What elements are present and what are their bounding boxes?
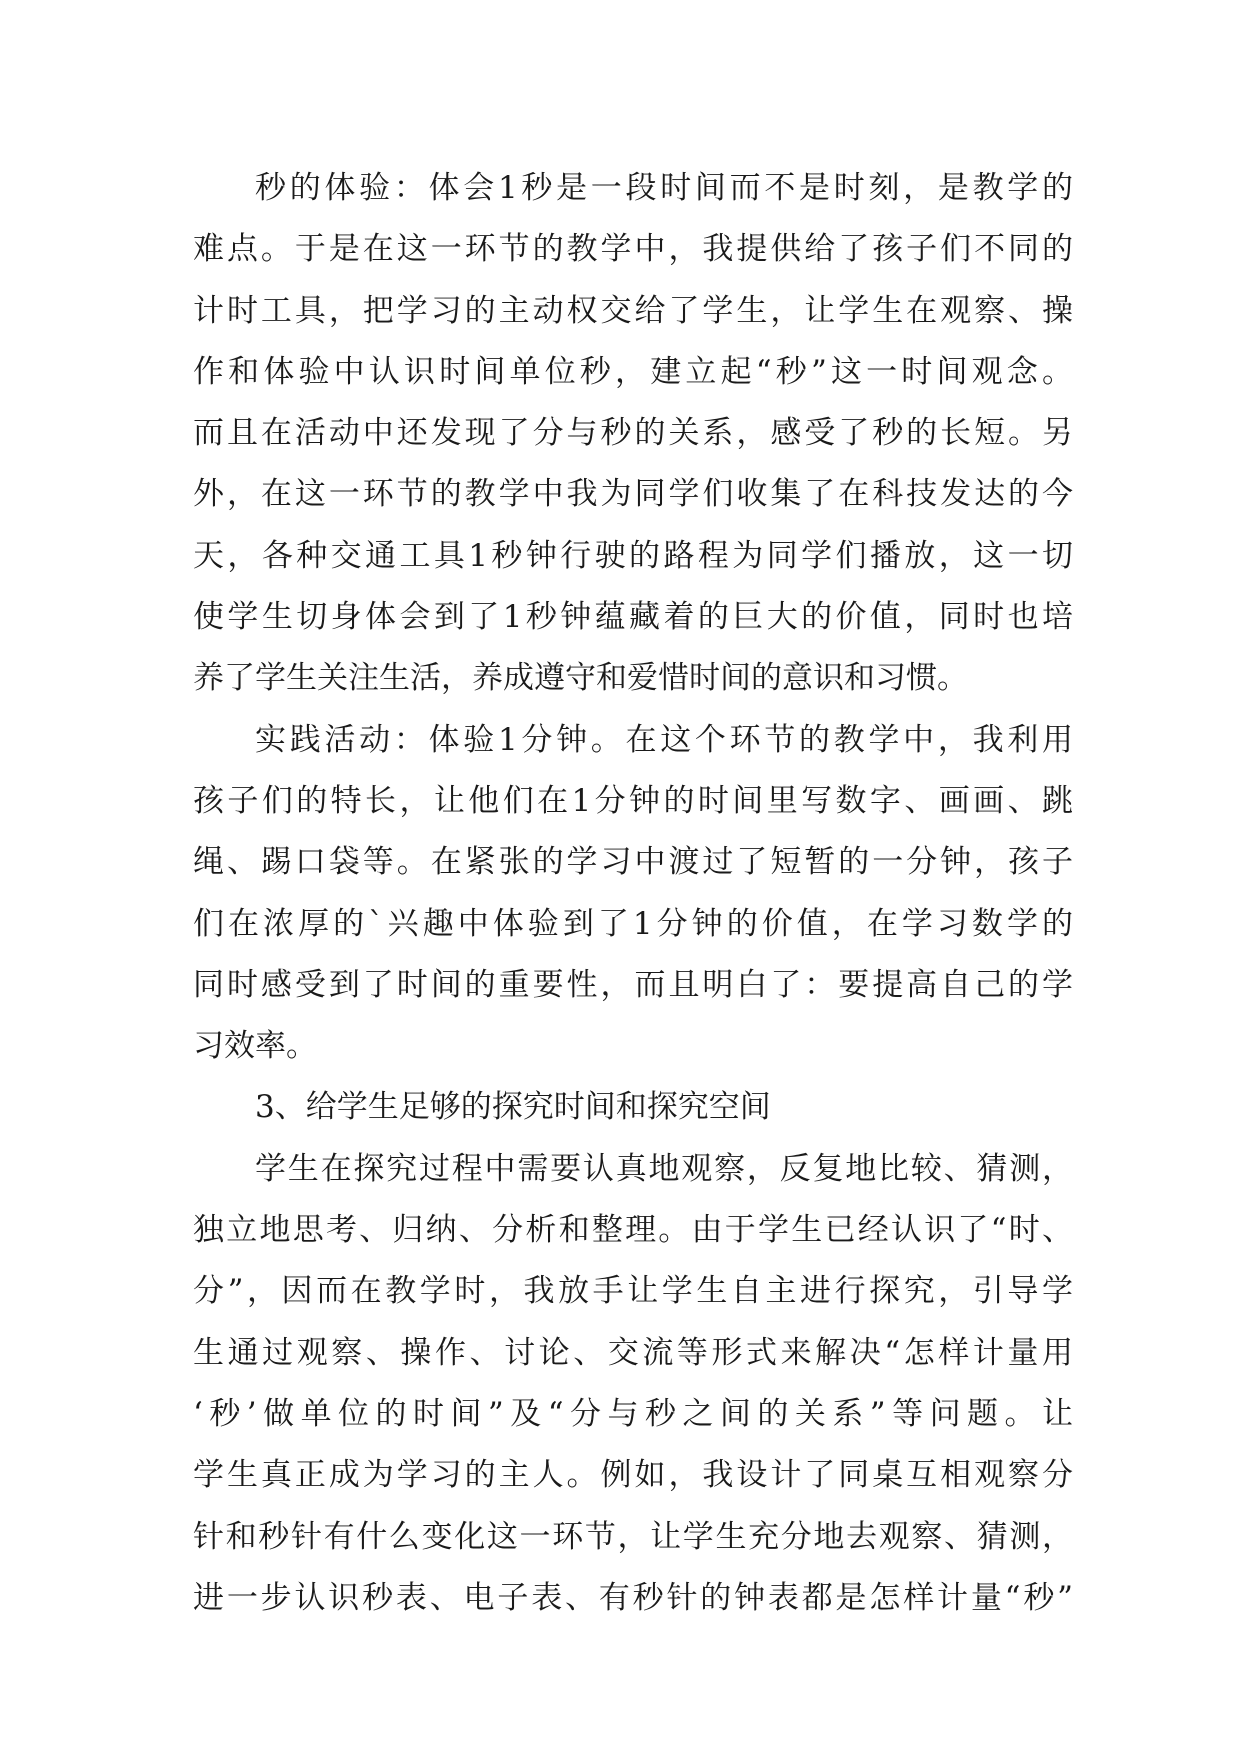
- paragraph-line: 难点。于是在这一环节的教学中，我提供给了孩子们不同的: [193, 231, 1073, 268]
- paragraph-line: 同时感受到了时间的重要性，而且明白了：要提高自己的学: [193, 966, 1073, 1003]
- paragraph-line: 而且在活动中还发现了分与秒的关系，感受了秒的长短。另: [193, 415, 1073, 452]
- paragraph-line: 针和秒针有什么变化这一环节，让学生充分地去观察、猜测，: [193, 1518, 1073, 1555]
- paragraph-line: 进一步认识秒表、电子表、有秒针的钟表都是怎样计量“秒”: [193, 1579, 1073, 1616]
- paragraph-line: ‘秒’做单位的时间”及“分与秒之间的关系”等问题。让: [193, 1395, 1073, 1432]
- paragraph-line: 作和体验中认识时间单位秒，建立起“秒”这一时间观念。: [193, 353, 1073, 390]
- paragraph-line: 计时工具，把学习的主动权交给了学生，让学生在观察、操: [193, 292, 1073, 329]
- paragraph-line: 习效率。: [193, 1028, 317, 1065]
- paragraph-line: 分”，因而在教学时，我放手让学生自主进行探究，引导学: [193, 1273, 1073, 1310]
- paragraph-line: 孩子们的特长，让他们在1分钟的时间里写数字、画画、跳: [193, 782, 1073, 819]
- paragraph-line: 实践活动：体验1分钟。在这个环节的教学中，我利用: [255, 721, 1073, 758]
- paragraph-line: 学生在探究过程中需要认真地观察，反复地比较、猜测，: [255, 1150, 1073, 1187]
- paragraph-line: 外，在这一环节的教学中我为同学们收集了在科技发达的今: [193, 476, 1073, 513]
- paragraph-line: 学生真正成为学习的主人。例如，我设计了同桌互相观察分: [193, 1457, 1073, 1494]
- paragraph-line: 绳、踢口袋等。在紧张的学习中渡过了短暂的一分钟，孩子: [193, 844, 1073, 881]
- paragraph-line: 天，各种交通工具1秒钟行驶的路程为同学们播放，这一切: [193, 537, 1073, 574]
- section-heading: 3、给学生足够的探究时间和探究空间: [255, 1089, 771, 1126]
- paragraph-line: 独立地思考、归纳、分析和整理。由于学生已经认识了“时、: [193, 1212, 1073, 1249]
- paragraph-line: 们在浓厚的`兴趣中体验到了1分钟的价值，在学习数学的: [193, 905, 1073, 942]
- body-text: [193, 158, 1073, 1629]
- paragraph-line: 养了学生关注生活，养成遵守和爱惜时间的意识和习惯。: [193, 660, 968, 697]
- paragraph-line: 生通过观察、操作、讨论、交流等形式来解决“怎样计量用: [193, 1334, 1073, 1371]
- paragraph-line: 使学生切身体会到了1秒钟蕴藏着的巨大的价值，同时也培: [193, 599, 1073, 636]
- paragraph-line: 秒的体验：体会1秒是一段时间而不是时刻，是教学的: [255, 170, 1073, 206]
